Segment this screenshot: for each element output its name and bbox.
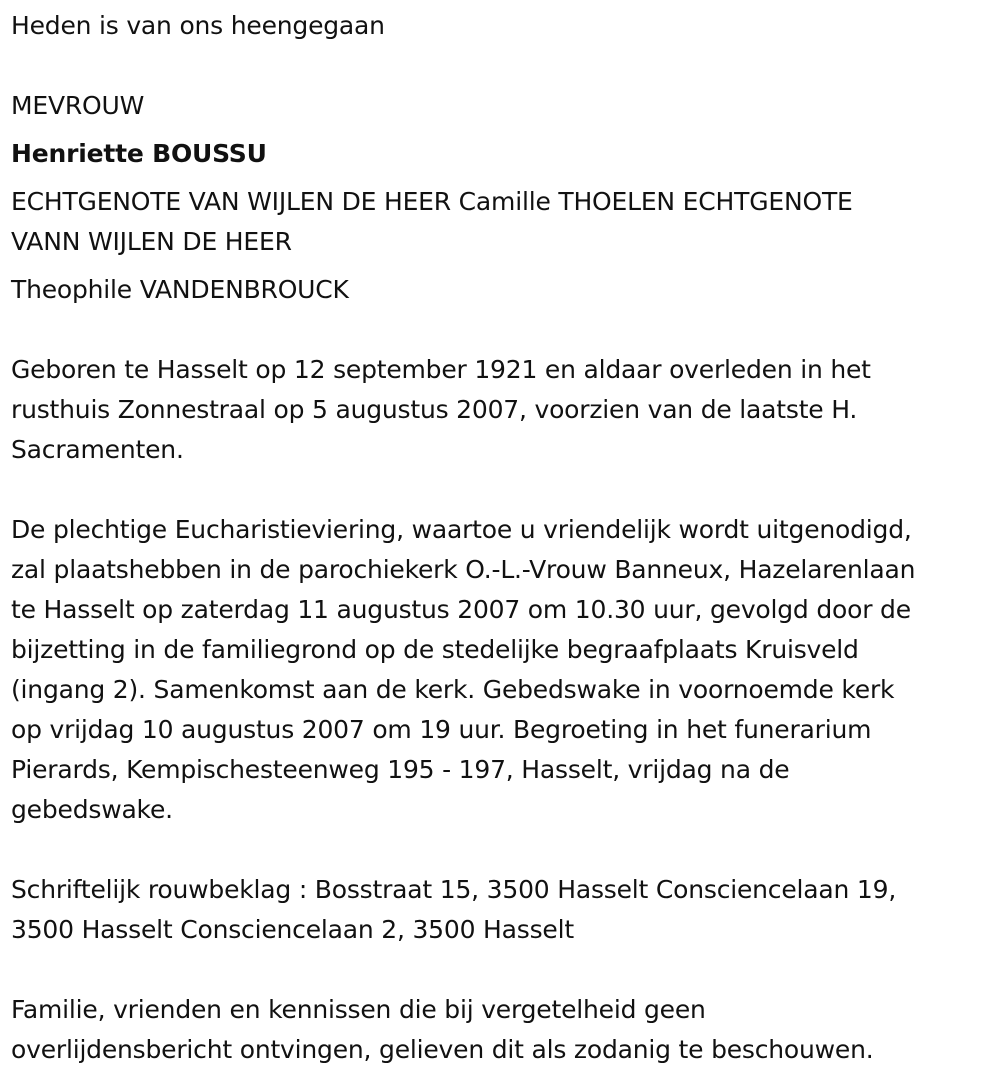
condolence-line: 3500 Hasselt Consciencelaan 2, 3500 Hasselt — [11, 915, 574, 944]
ceremony-line: zal plaatshebben in de parochiekerk O.-L.-Vrouw Banneux, Hazelarenlaan — [11, 555, 916, 584]
ceremony-line: bijzetting in de familiegrond op de stedelijke begraafplaats Kruisveld — [11, 635, 859, 664]
ceremony-line: op vrijdag 10 augustus 2007 om 19 uur. Begroeting in het funerarium — [11, 715, 872, 744]
spouse-name: Theophile VANDENBROUCK — [11, 275, 349, 304]
salutation: MEVROUW — [11, 91, 145, 120]
deceased-name: Henriette BOUSSU — [11, 139, 267, 168]
birth-line: rusthuis Zonnestraal op 5 augustus 2007, voorzien van de laatste H. — [11, 395, 858, 424]
ceremony-line: gebedswake. — [11, 795, 173, 824]
condolence-line: Schriftelijk rouwbeklag : Bosstraat 15, 3500 Hasselt Consciencelaan 19, — [11, 875, 897, 904]
ceremony-line: Pierards, Kempischesteenweg 195 - 197, Hasselt, vrijdag na de — [11, 755, 790, 784]
birth-line: Geboren te Hasselt op 12 september 1921 en aldaar overleden in het — [11, 355, 871, 384]
spouse-line: VANN WIJLEN DE HEER — [11, 227, 292, 256]
birth-line: Sacramenten. — [11, 435, 184, 464]
ceremony-line: De plechtige Eucharistieviering, waartoe u vriendelijk wordt uitgenodigd, — [11, 515, 912, 544]
spouse-line: ECHTGENOTE VAN WIJLEN DE HEER Camille THOELEN ECHTGENOTE — [11, 187, 853, 216]
ceremony-line: te Hasselt op zaterdag 11 augustus 2007 om 10.30 uur, gevolgd door de — [11, 595, 911, 624]
closing-line: Familie, vrienden en kennissen die bij vergetelheid geen — [11, 995, 706, 1024]
closing-line: overlijdensbericht ontvingen, gelieven dit als zodanig te beschouwen. — [11, 1035, 874, 1064]
intro-text: Heden is van ons heengegaan — [11, 11, 385, 40]
ceremony-line: (ingang 2). Samenkomst aan de kerk. Gebedswake in voornoemde kerk — [11, 675, 895, 704]
